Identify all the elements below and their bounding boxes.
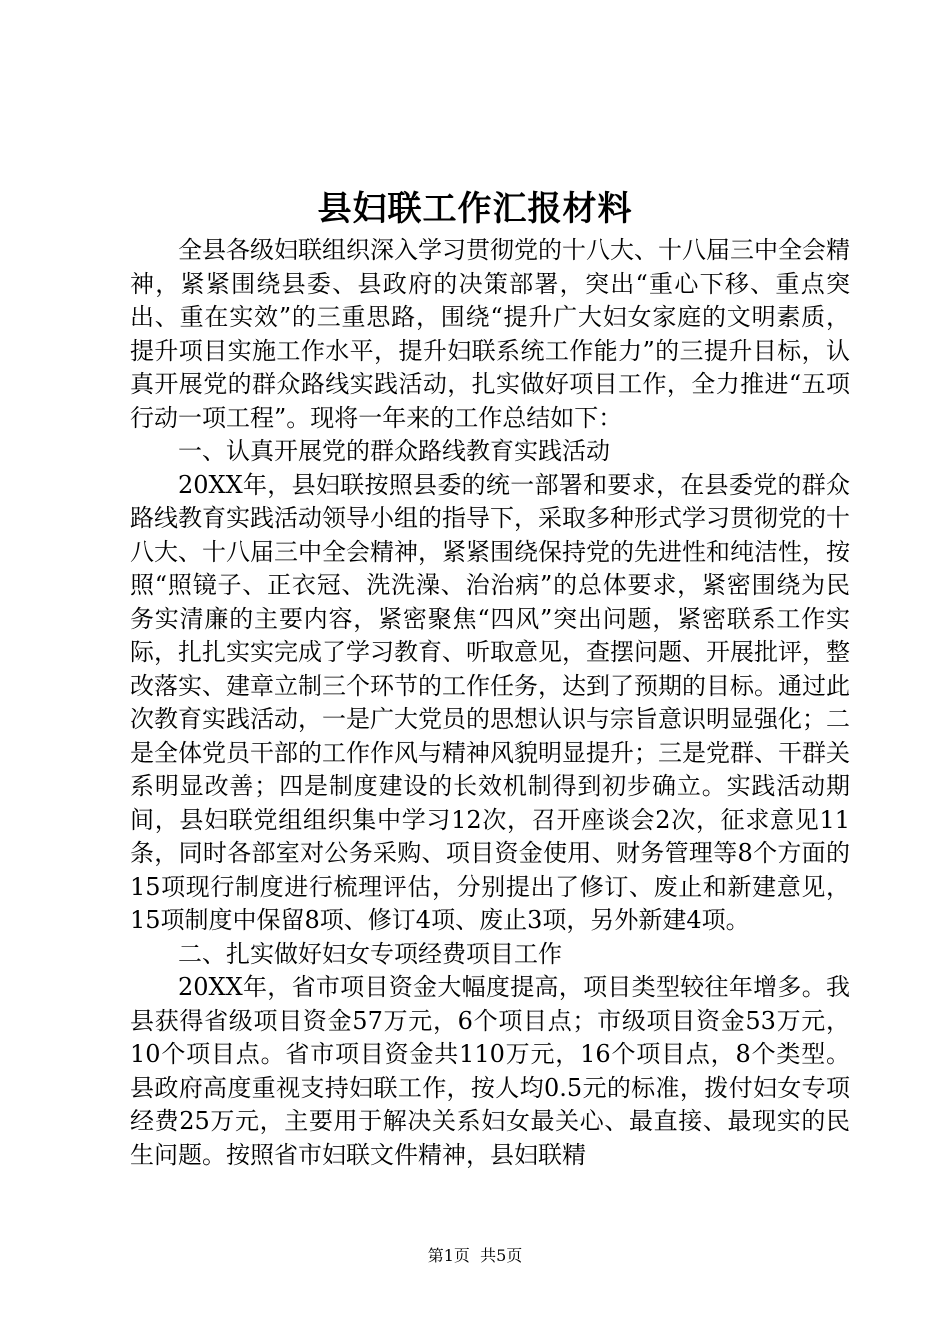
page-number: 第1页 共5页 bbox=[427, 1246, 523, 1265]
section-heading-1: 一、认真开展党的群众路线教育实践活动 bbox=[178, 437, 610, 465]
paragraph-section-1: 20XX年，县妇联按照县委的统一部署和要求，在县委党的群众路线教育实践活动领导小组的指导下，采取多种形式学习贯彻党的十八大、十八届三中全会精神，紧紧围绕保持党的先进性和纯洁性，按照“照镜子、正衣冠、洗洗澡、治治病”的总体要求，紧密围绕为民务实清廉的主要内容，紧密聚焦“四风”突出问题，紧密联系工作实际，扎扎实实完成了学习教育、听取意见，查摆问题、开展批评，整改落实、建章立制三个环节的工作任务，达到了预期的目标。通过此次教育实践活动，一是广大党员的思想认识与宗旨意识明显强化；二是全体党员干部的工作作风与精神风貌明显提升；三是党群、干群关系明显改善；四是制度建设的长效机制得到初步确立。实践活动期间，县妇联党组组织集中学习12次，召开座谈会2次，征求意见11条，同时各部室对公务采购、项目资金使用、财务管理等8个方面的15项现行制度进行梳理评估，分别提出了修订、废止和新建意见，15项制度中保留8项、修订4项、废止3项，另外新建4项。 bbox=[130, 470, 850, 934]
paragraph-section-2: 20XX年，省市项目资金大幅度提高，项目类型较往年增多。我县获得省级项目资金57万元，6个项目点；市级项目资金53万元，10个项目点。省市项目资金共110万元，16个项目点，8个类型。县政府高度重视支持妇联工作，按人均0.5元的标准，拨付妇女专项经费25万元，主要用于解决关系妇女最关心、最直接、最现实的民生问题。按照省市妇联文件精神，县妇联精 bbox=[130, 973, 850, 1169]
section-heading-2: 二、扎实做好妇女专项经费项目工作 bbox=[178, 939, 562, 968]
document-title: 县妇联工作汇报材料 bbox=[317, 189, 633, 229]
paragraph-intro: 全县各级妇联组织深入学习贯彻党的十八大、十八届三中全会精神，紧紧围绕县委、县政府的决策部署，突出“重心下移、重点突出、重在实效”的三重思路，围绕“提升广大妇女家庭的文明素质，提升项目实施工作水平，提升妇联系统工作能力”的三提升目标，认真开展党的群众路线实践活动，扎实做好项目工作，全力推进“五项行动一项工程”。现将一年来的工作总结如下： bbox=[130, 236, 850, 432]
page-footer bbox=[0, 1244, 950, 1268]
document-body bbox=[130, 234, 850, 1172]
